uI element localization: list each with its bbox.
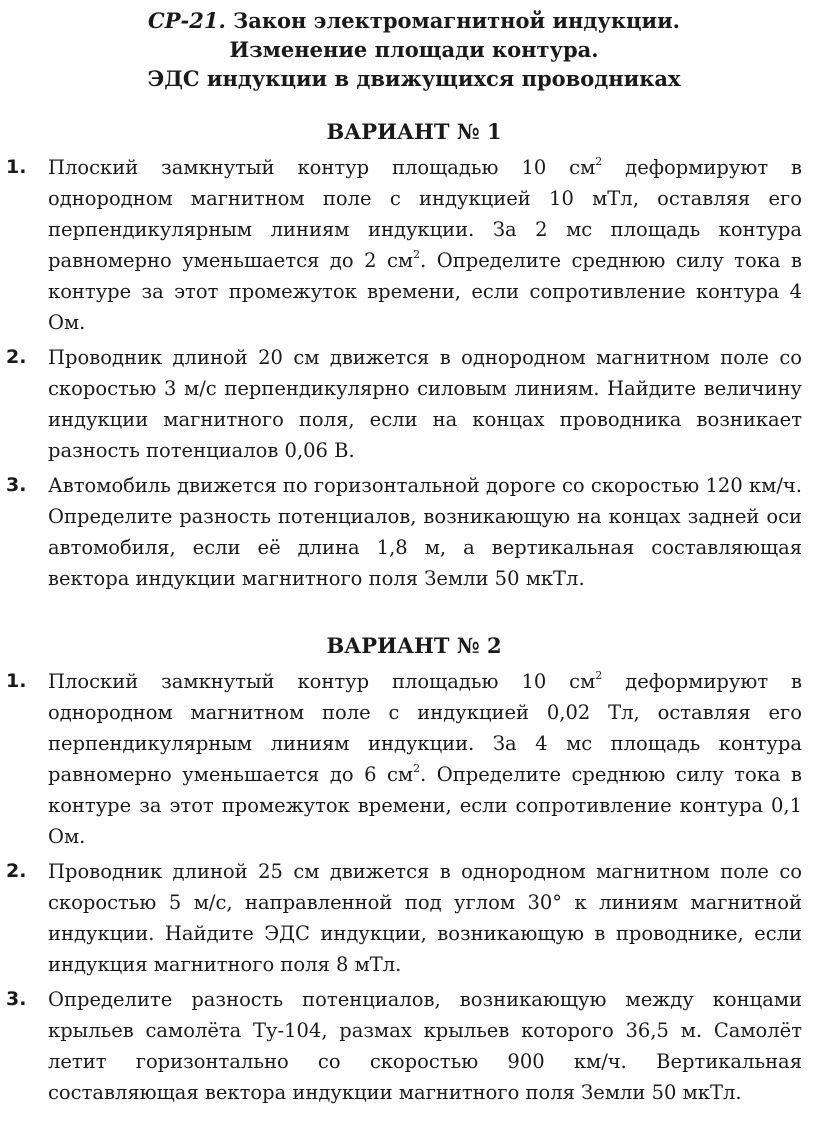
problem-item <box>6 470 802 594</box>
problem-number: 3. <box>6 988 27 1010</box>
worksheet-code: СР-21. <box>148 8 226 33</box>
problem-number: 2. <box>6 860 27 882</box>
problem-number: 1. <box>6 156 27 178</box>
problem-item <box>6 666 802 852</box>
problem-text: Определите разность потенциалов, возникающую между концами крыльев самолёта Ту-104, размах крыльев которого 36,5 м. Самолёт летит горизонтально со скоростью 900 км/ч. Вертикальная составляющая вектора индукции магнитного поля Земли 50 мкТл. <box>48 988 802 1104</box>
problem-number: 3. <box>6 474 27 496</box>
topic-title: Закон электромагнитной индукции. <box>233 8 680 33</box>
problem-text: Автомобиль движется по горизонтальной дороге со скоростью 120 км/ч. Определите разность потенциалов, возникающую на концах задней оси автомобиля, если её длина 1,8 м, а вертикальная составляющая вектора индукции магнитного поля Земли 50 мкТл. <box>48 474 802 590</box>
problem-item <box>6 984 802 1108</box>
problem-number: 2. <box>6 346 27 368</box>
problem-text: Плоский замкнутый контур площадью 10 $см^2$ деформируют в однородном магнитном поле с индукцией 10 мТл, оставляя его перпендикулярным линиям индукции. За 2 мс площадь контура равномерно уменьшается до 2 $см^2$. Определите среднюю силу тока в контуре за этот промежуток времени, если сопротивление контура 4 Ом. <box>48 155 802 334</box>
header-line-1 <box>26 6 802 35</box>
topic-subtitle: Изменение площади контура. <box>229 37 599 62</box>
problem-item <box>6 152 802 338</box>
variant-1-title: ВАРИАНТ № 1 <box>326 119 502 144</box>
problem-number: 1. <box>6 670 27 692</box>
problem-text: Проводник длиной 20 см движется в однородном магнитном поле со скоростью 3 м/с перпендикулярно силовым линиям. Найдите величину индукции магнитного поля, если на концах проводника возникает разность потенциалов 0,06 В. <box>48 346 802 462</box>
problem-text: Плоский замкнутый контур площадью 10 $см^2$ деформируют в однородном магнитном поле с индукцией 0,02 Тл, оставляя его перпендикулярным линиям индукции. За 4 мс площадь контура равномерно уменьшается до 6 $см^2$. Определите среднюю силу тока в контуре за этот промежуток времени, если сопротивление контура 0,1 Ом. <box>48 669 802 848</box>
problem-item <box>6 342 802 466</box>
problem-item <box>6 856 802 980</box>
topic-subtitle-2: ЭДС индукции в движущихся проводниках <box>147 66 681 91</box>
problem-text: Проводник длиной 25 см движется в однородном магнитном поле со скоростью 5 м/с, направленной под углом 30° к линиям магнитной индукции. Найдите ЭДС индукции, возникающую в проводнике, если индукция магнитного поля 8 мТл. <box>48 860 802 976</box>
variant-2-title: ВАРИАНТ № 2 <box>326 633 502 658</box>
worksheet-header <box>26 6 802 93</box>
